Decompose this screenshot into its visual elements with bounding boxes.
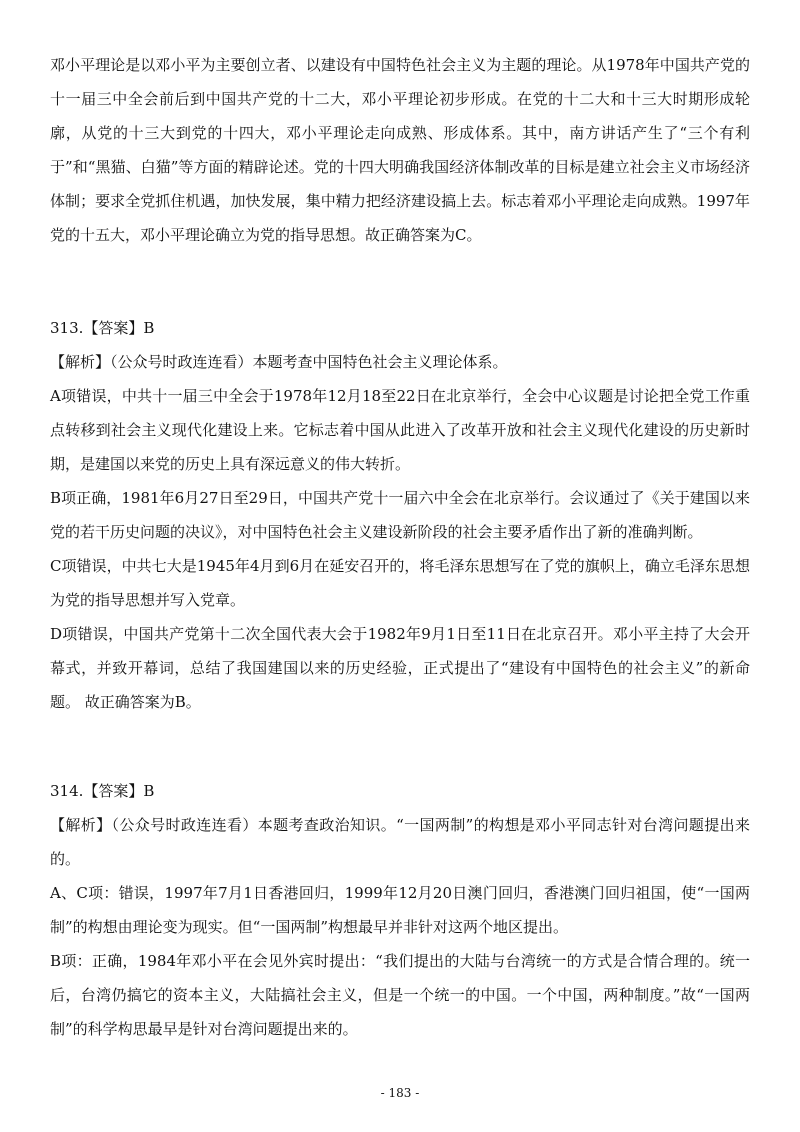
question-313-option-d: D项错误，中国共产党第十二次全国代表大会于1982年9月1日至11日在北京召开。邓小平主持了大会开幕式，并致开幕词，总结了我国建国以来的历史经验，正式提出了“建设有中国特色的社会主义”的新命题。 故正确答案为B。 bbox=[50, 625, 750, 711]
question-314-answer-heading: 314.【答案】B bbox=[50, 782, 155, 800]
question-314-option-b: B项：正确，1984年邓小平在会见外宾时提出：“我们提出的大陆与台湾统一的方式是合情合理的。统一后，台湾仍搞它的资本主义，大陆搞社会主义，但是一个统一的中国。一个中国，两种制度。”故“一国两制”的科学构思最早是针对台湾问题提出来的。 bbox=[50, 952, 750, 1038]
question-313-analysis: 【解析】（公众号时政连连看）本题考查中国特色社会主义理论体系。 bbox=[50, 353, 508, 371]
question-314-analysis: 【解析】（公众号时政连连看）本题考查政治知识。“一国两制”的构想是邓小平同志针对台湾问题提出来的。 bbox=[50, 816, 750, 868]
question-313-option-b: B项正确，1981年6月27日至29日，中国共产党十一届六中全会在北京举行。会议通过了《关于建国以来党的若干历史问题的决议》，对中国特色社会主义建设新阶段的社会主要矛盾作出了新的准确判断。 bbox=[50, 489, 750, 541]
question-314-section bbox=[50, 774, 750, 1046]
question-314-option-ac: A、C项：错误，1997年7月1日香港回归，1999年12月20日澳门回归，香港澳门回归祖国，使“一国两制”的构想由理论变为现实。但“一国两制”构想最早并非针对这两个地区提出。 bbox=[50, 884, 750, 936]
page-number: - 183 - bbox=[380, 1086, 420, 1100]
intro-paragraph: 邓小平理论是以邓小平为主要创立者、以建设有中国特色社会主义为主题的理论。从1978年中国共产党的十一届三中全会前后到中国共产党的十二大，邓小平理论初步形成。在党的十二大和十三大时期形成轮廓，从党的十三大到党的十四大，邓小平理论走向成熟、形成体系。其中，南方讲话产生了“三个有利于”和“黑猫、白猫”等方面的精辟论述。党的十四大明确我国经济体制改革的目标是建立社会主义市场经济体制；要求全党抓住机遇，加快发展，集中精力把经济建设搞上去。标志着邓小平理论走向成熟。1997年党的十五大，邓小平理论确立为党的指导思想。故正确答案为C。 bbox=[50, 56, 750, 244]
question-313-section bbox=[50, 311, 750, 719]
question-313-option-a: A项错误，中共十一届三中全会于1978年12月18至22日在北京举行，全会中心议题是讨论把全党工作重点转移到社会主义现代化建设上来。它标志着中国从此进入了改革开放和社会主义现代化建设的历史新时期，是建国以来党的历史上具有深远意义的伟大转折。 bbox=[50, 387, 750, 473]
question-313-answer-heading: 313.【答案】B bbox=[50, 319, 155, 337]
intro-section bbox=[50, 48, 750, 252]
question-313-option-c: C项错误，中共七大是1945年4月到6月在延安召开的，将毛泽东思想写在了党的旗帜上，确立毛泽东思想为党的指导思想并写入党章。 bbox=[50, 557, 750, 609]
